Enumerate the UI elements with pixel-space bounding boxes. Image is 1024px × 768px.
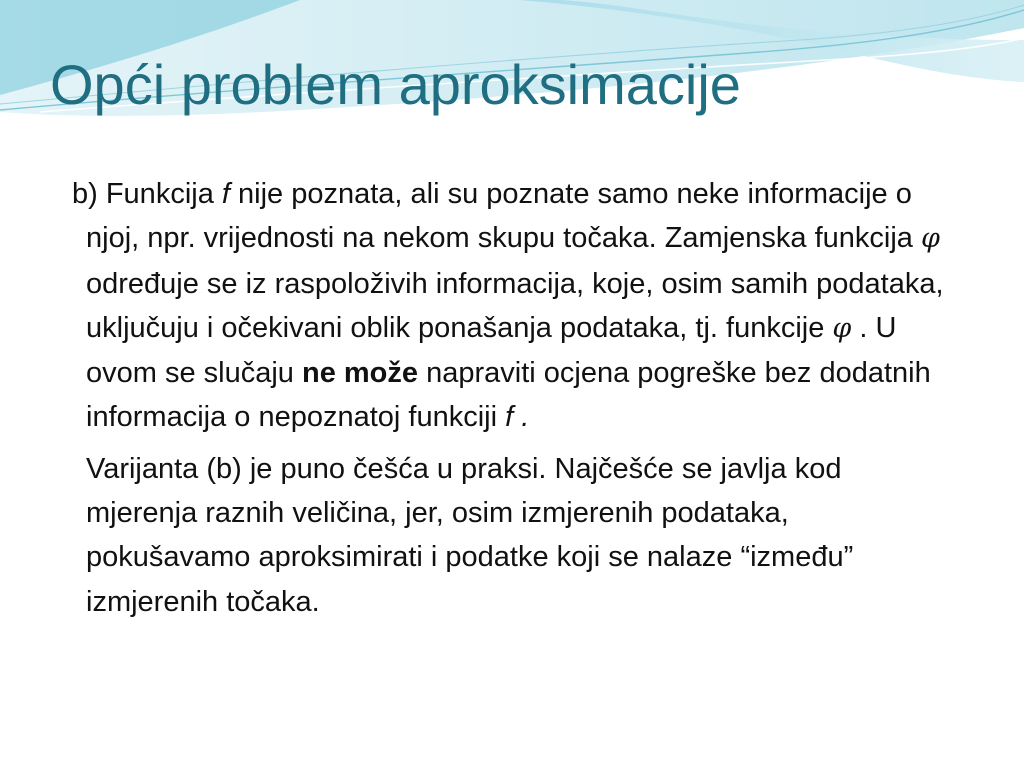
slide-body xyxy=(72,172,952,624)
text-run: b) Funkcija xyxy=(72,178,222,210)
bold-text: ne može xyxy=(302,357,419,390)
text-run: nije poznata, ali su poznate samo neke informacije o njoj, npr. vrijednosti na nekom skupu točaka. Zamjenska funkcija xyxy=(86,178,921,255)
phi-symbol: φ xyxy=(832,312,852,344)
paragraph-variant-b xyxy=(72,172,952,440)
italic-f: f xyxy=(221,178,230,210)
paragraph-variant-b-note: Varijanta (b) je puno češća u praksi. Najčešće se javlja kod mjerenja raznih veličina, jer, osim izmjerenih podataka, pokušavamo aproksimirati i podatke koji se nalaze “između” izmjerenih točaka. xyxy=(86,452,854,618)
italic-f-end: f . xyxy=(505,401,530,434)
text-run: određuje se iz raspoloživih informacija, koje, osim samih podataka, uključuju i očekivani oblik ponašanja podataka, tj. funkcije xyxy=(86,267,944,344)
text-run: . U ovom se slučaju xyxy=(86,311,897,390)
phi-symbol: φ xyxy=(920,223,940,255)
slide-title: Opći problem aproksimacije xyxy=(50,53,741,116)
text-run: napraviti ocjena pogreške bez dodatnih informacija o nepoznatoj funkciji xyxy=(86,357,931,434)
